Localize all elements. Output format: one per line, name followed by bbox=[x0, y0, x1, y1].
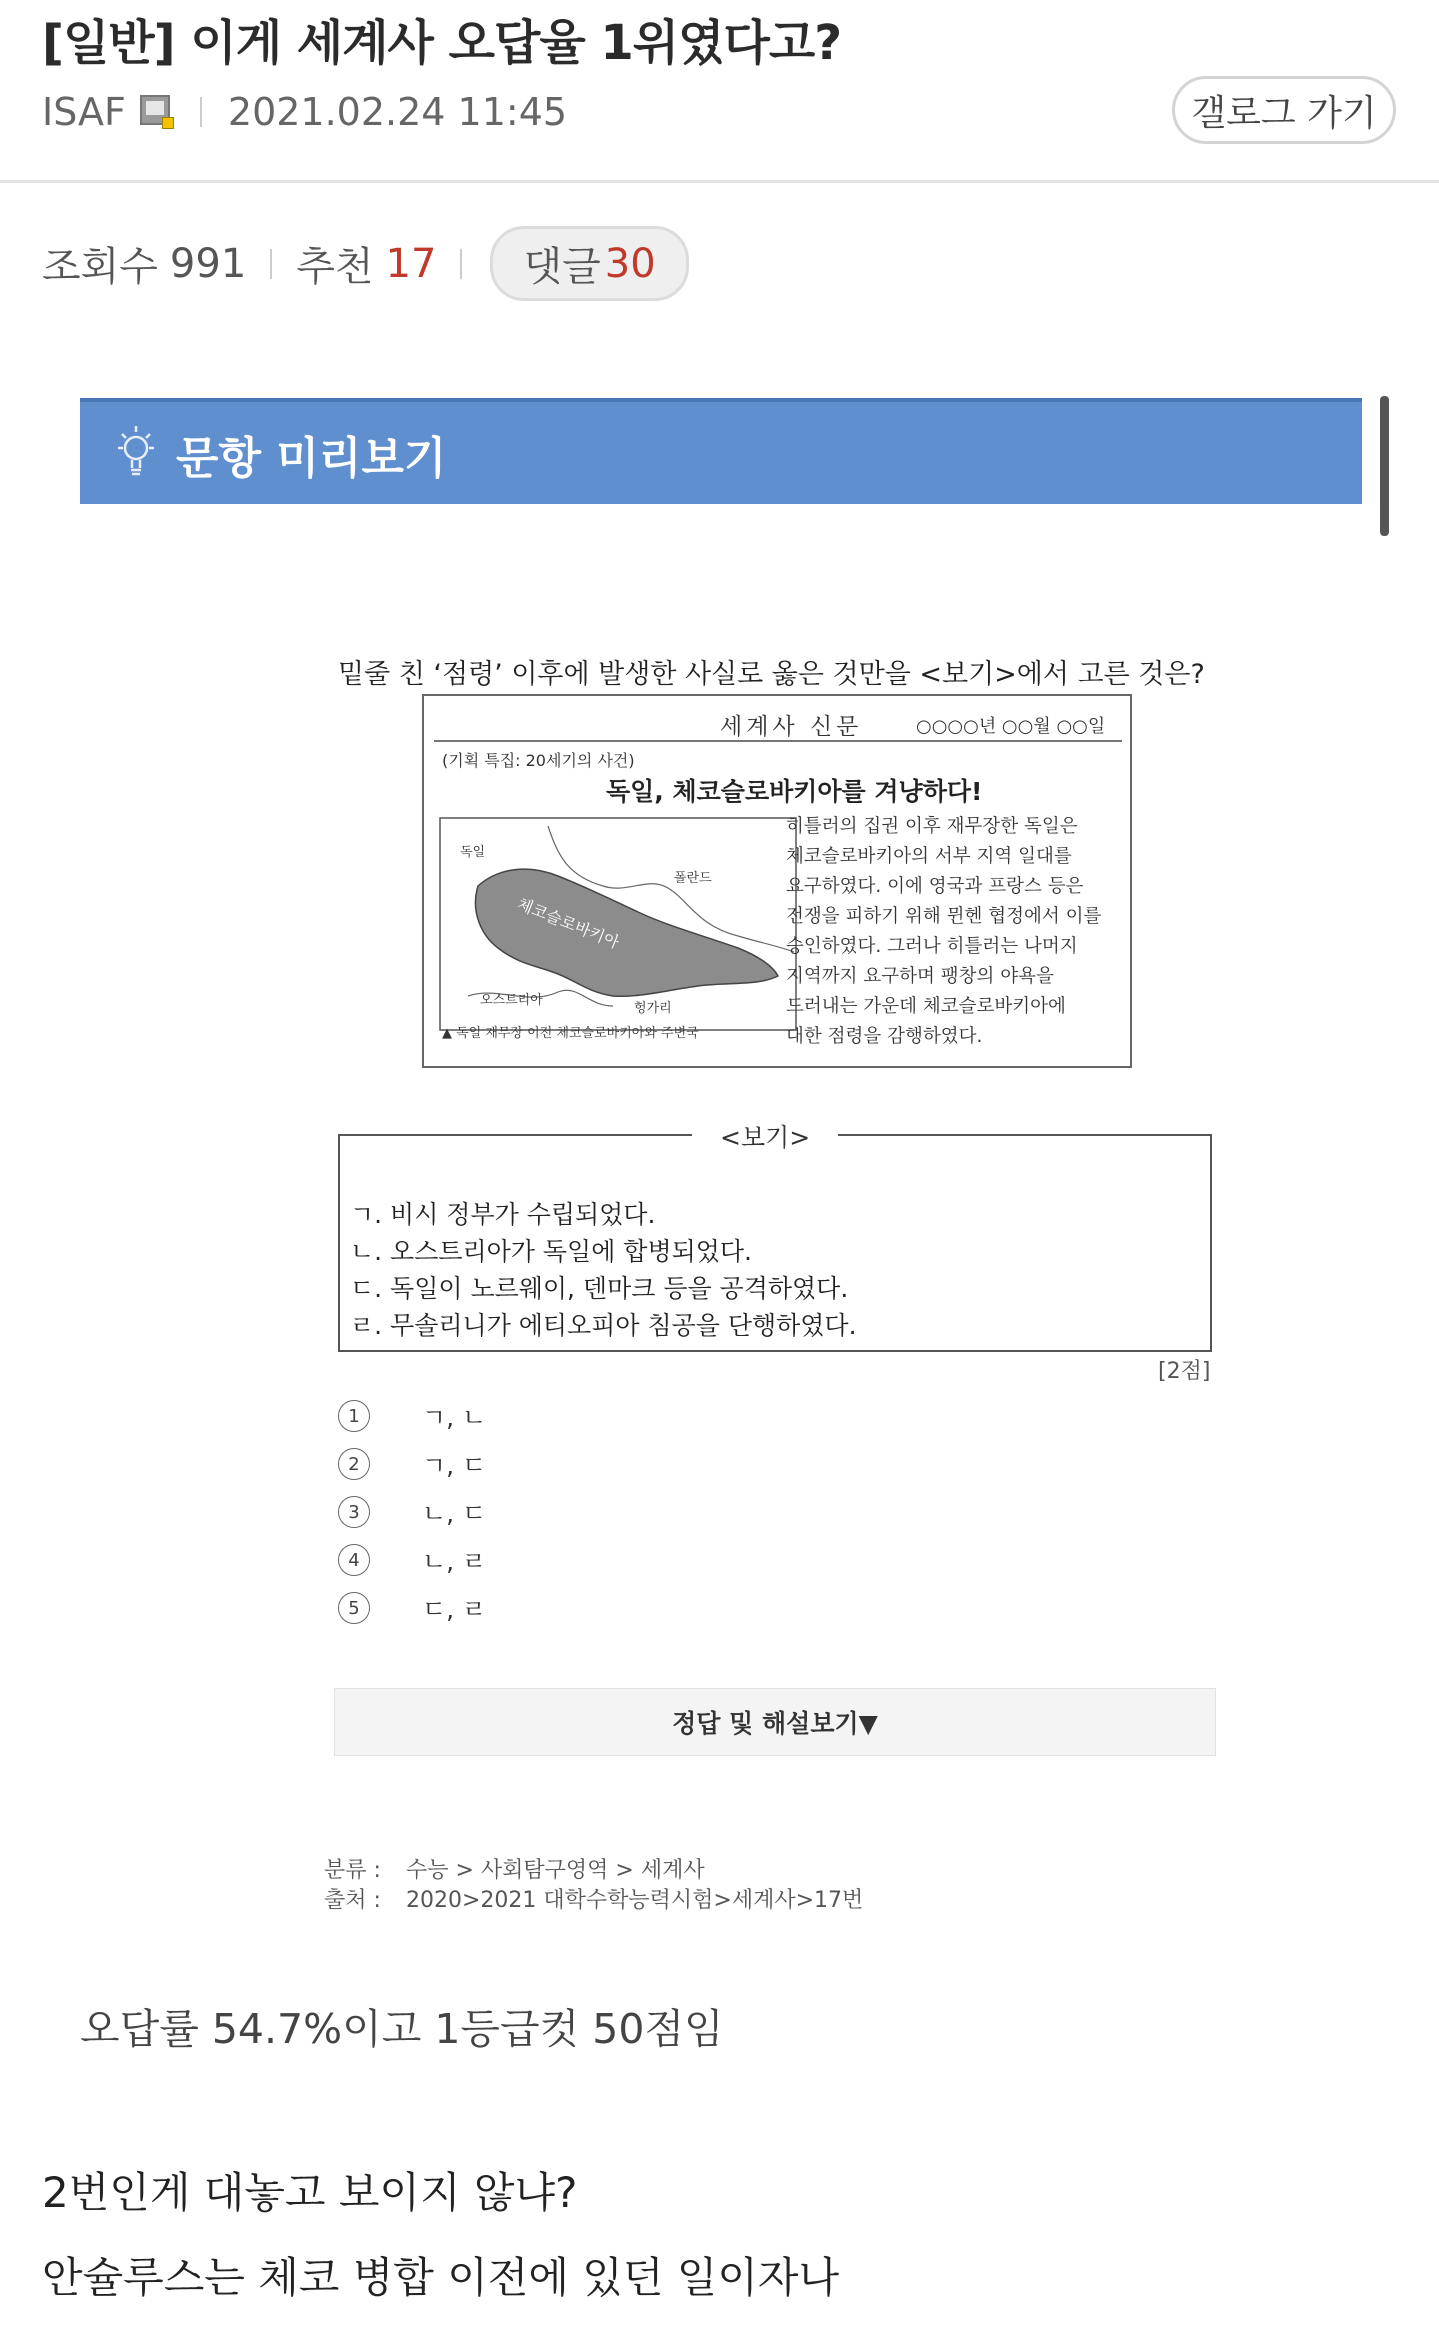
map-label-austria: 오스트리아 bbox=[480, 993, 543, 1008]
map-label-germany: 독일 bbox=[460, 845, 486, 860]
category-value: 수능 > 사회탐구영역 > 세계사 bbox=[406, 1858, 705, 1883]
choice-1[interactable] bbox=[338, 1392, 486, 1440]
choice-number: 3 bbox=[338, 1496, 370, 1528]
source-label: 출처 : bbox=[324, 1888, 381, 1913]
choice-text: ㄴ, ㄷ bbox=[422, 1499, 487, 1528]
choice-5[interactable] bbox=[338, 1584, 486, 1632]
fixed-nick-icon bbox=[140, 95, 174, 129]
answer-choices bbox=[338, 1392, 486, 1632]
bogi-box bbox=[338, 1123, 1212, 1352]
recommend-label: 추천 bbox=[296, 244, 374, 290]
bogi-items bbox=[350, 1196, 857, 1344]
europe-map bbox=[438, 816, 798, 1044]
news-header: 세계사 신문 bbox=[720, 714, 863, 740]
body-line-2: 안슐루스는 체코 병합 이전에 있던 일이자나 bbox=[42, 2253, 840, 2302]
header-divider bbox=[0, 180, 1439, 183]
map-label-poland: 폴란드 bbox=[674, 871, 712, 886]
news-body-line: 전쟁을 피하기 위해 뮌헨 협정에서 이를 bbox=[786, 906, 1102, 927]
choice-number: 5 bbox=[338, 1592, 370, 1624]
question-text: 밑줄 친 ‘점령’ 이후에 발생한 사실로 옳은 것만을 <보기>에서 고른 것은? bbox=[338, 659, 1205, 690]
post-datetime: 2021.02.24 11:45 bbox=[227, 90, 568, 134]
views-label: 조회수 bbox=[42, 244, 158, 290]
news-body-line: 승인하였다. 그러나 히틀러는 나머지 bbox=[786, 936, 1078, 957]
bogi-item: ㄷ. 독일이 노르웨이, 덴마크 등을 공격하였다. bbox=[350, 1274, 849, 1303]
comments-button[interactable] bbox=[490, 226, 688, 301]
post-stats bbox=[42, 226, 689, 301]
question-classification bbox=[324, 1856, 863, 1916]
divider bbox=[200, 97, 202, 127]
show-answer-button[interactable]: 정답 및 해설보기▼ bbox=[334, 1688, 1216, 1756]
news-subheader: (기획 특집: 20세기의 사건) bbox=[442, 751, 635, 770]
news-body-line: 체코슬로바키아의 서부 지역 일대를 bbox=[786, 846, 1072, 867]
post-title: [일반] 이게 세계사 오답율 1위였다고? bbox=[42, 15, 842, 71]
bogi-item: ㄱ. 비시 정부가 수립되었다. bbox=[350, 1200, 656, 1229]
bogi-item: ㄹ. 무솔리니가 에티오피아 침공을 단행하였다. bbox=[350, 1311, 857, 1340]
preview-title: 문항 미리보기 bbox=[176, 433, 447, 484]
map-label-czech: 체코슬로바키아 bbox=[514, 894, 622, 953]
preview-header-bar bbox=[80, 398, 1362, 504]
newspaper-box bbox=[422, 694, 1132, 1068]
news-body-line: 지역까지 요구하며 팽창의 야욕을 bbox=[786, 966, 1054, 987]
post-meta bbox=[42, 90, 567, 134]
choice-text: ㄱ, ㄴ bbox=[422, 1403, 487, 1432]
lightbulb-icon bbox=[114, 424, 158, 480]
source-value: 2020>2021 대학수학능력시험>세계사>17번 bbox=[406, 1888, 864, 1913]
points-label: [2점] bbox=[1158, 1359, 1211, 1384]
news-body-line: 대한 점령을 감행하였다. bbox=[786, 1026, 983, 1047]
map-label-hungary: 헝가리 bbox=[634, 1001, 672, 1016]
choice-text: ㄱ, ㄷ bbox=[422, 1451, 487, 1480]
choice-2[interactable] bbox=[338, 1440, 486, 1488]
news-date: ○○○○년 ○○월 ○○일 bbox=[916, 716, 1106, 737]
bogi-item: ㄴ. 오스트리아가 독일에 합병되었다. bbox=[350, 1237, 752, 1266]
image-caption: 오답률 54.7%이고 1등급컷 50점임 bbox=[80, 2005, 724, 2053]
recommend-count: 17 bbox=[385, 240, 437, 287]
divider bbox=[460, 249, 462, 279]
choice-text: ㄷ, ㄹ bbox=[422, 1595, 487, 1624]
views-count: 991 bbox=[169, 240, 247, 287]
news-body-line: 히틀러의 집권 이후 재무장한 독일은 bbox=[786, 816, 1078, 837]
choice-number: 1 bbox=[338, 1400, 370, 1432]
map-caption: ▲ 독일 재무장 이전 체코슬로바키아와 주변국 bbox=[442, 1026, 699, 1041]
body-line-1: 2번인게 대놓고 보이지 않냐? bbox=[42, 2168, 578, 2217]
news-body bbox=[786, 812, 1126, 1052]
news-headline: 독일, 체코슬로바키아를 겨냥하다! bbox=[606, 777, 983, 806]
category-label: 분류 : bbox=[324, 1858, 381, 1883]
choice-3[interactable] bbox=[338, 1488, 486, 1536]
scrollbar[interactable] bbox=[1380, 396, 1389, 536]
gallog-button[interactable]: 갤로그 가기 bbox=[1172, 76, 1396, 144]
comments-label: 댓글 bbox=[523, 244, 601, 290]
author-name[interactable]: ISAF bbox=[42, 90, 126, 134]
news-divider bbox=[434, 740, 1122, 742]
choice-number: 4 bbox=[338, 1544, 370, 1576]
news-body-line: 드러내는 가운데 체코슬로바키아에 bbox=[786, 996, 1066, 1017]
choice-4[interactable] bbox=[338, 1536, 486, 1584]
divider bbox=[270, 249, 272, 279]
comments-count: 30 bbox=[604, 240, 656, 287]
news-body-line: 요구하였다. 이에 영국과 프랑스 등은 bbox=[786, 876, 1084, 897]
choice-number: 2 bbox=[338, 1448, 370, 1480]
bogi-title: <보기> bbox=[692, 1118, 838, 1154]
choice-text: ㄴ, ㄹ bbox=[422, 1547, 487, 1576]
